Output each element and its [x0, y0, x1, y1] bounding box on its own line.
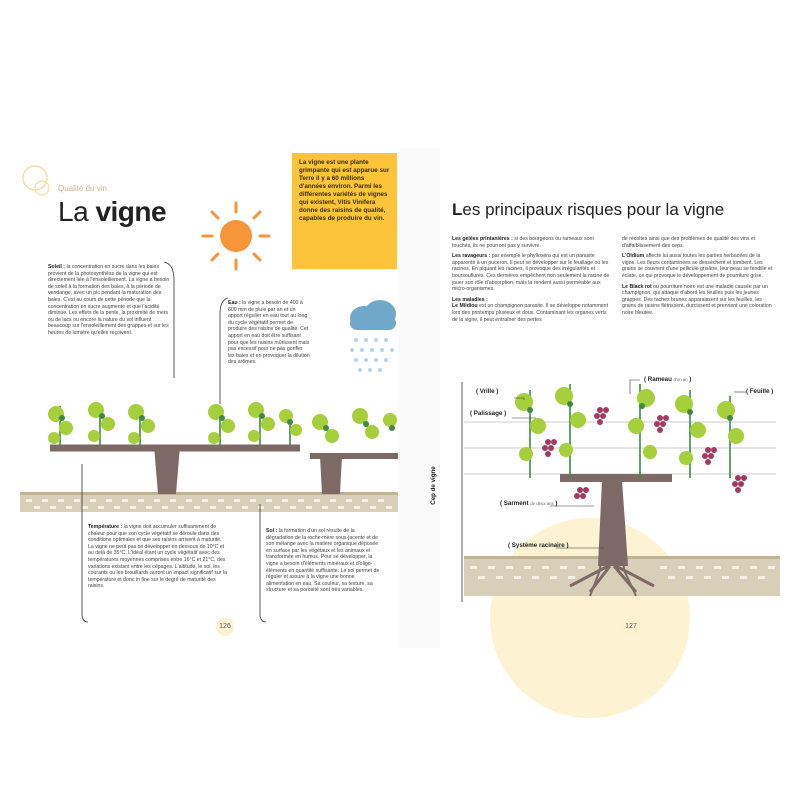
intro-box: La vigne est une plante grimpante qui est apparue sur Terre il y a 60 millions d'années environ. Parmi les différentes variétés de vignes qui existent, Vitis Vinifera donne des raisins de qualité, capables de produire du vin.: [292, 153, 397, 269]
title-rest: es principaux risques pour la vigne: [462, 200, 725, 219]
text-column-1: [452, 236, 612, 323]
temperature-title: Température :: [88, 524, 123, 530]
mildiou-continued: de récoltes ainsi que des problèmes de qualité des vins et d'affaiblissement des ceps.: [622, 236, 756, 249]
ravageurs-text: par exemple le phylloxéra qui est un parasite apparenté à un puceron. Il peut se développer sur le feuillage ou les racines. En piquant les racines, il provoque des irrégularités et boursouflures. Ces dernières empêchent non seulement la racine de jouer son rôle d'absorption, mais la rendent aussi perméable aux micro-organismes.: [452, 253, 610, 293]
label-cep-de-vigne: Cep de vigne: [429, 466, 437, 505]
label-palissage-text: Palissage: [473, 410, 503, 417]
label-feuille: ( Feuille ): [746, 388, 774, 395]
eau-title: Eau :: [228, 300, 241, 306]
book-spread: [20, 148, 780, 648]
gelees-paragraph: [452, 236, 612, 249]
label-systeme-racinaire: ( Système racinaire ): [508, 542, 569, 549]
label-feuille-text: Feuille: [749, 388, 770, 395]
mildiou-paragraph: [452, 303, 612, 323]
gutter: [399, 148, 440, 648]
sol-bracket: [254, 504, 268, 624]
blackrot-paragraph: [622, 284, 774, 317]
section-eyebrow: Qualité du vin: [58, 184, 107, 193]
ravageurs-title: Les ravageurs :: [452, 253, 491, 260]
left-page: [20, 148, 398, 648]
title-bold: vigne: [95, 196, 167, 227]
eau-text: la vigne a besoin de 400 à 600 mm de pluie par an et un apport régulier en eau tout au long du cycle végétatif permet de produire des raisins de qualité. Cet apport en eau doit être suffisant pour que les raisins mûrissent mais pas excessif pour ne pas gonfler les baies et en provoquer la dilution des arômes.: [228, 300, 310, 366]
sol-paragraph: [266, 528, 382, 594]
label-systeme-text: Système racinaire: [511, 542, 565, 549]
sol-text: la formation d'un sol résulte de la dégradation de la roche-mère sous-jacente et de son mélange avec la matière organique déposée en surface par les végétaux et les animaux et transformée en humus. Pour se développer, la vigne a besoin d'éléments minéraux et d'oligo-éléments en quantité suffisante. Le sol permet de réguler et assure à la vigne une bonne alimentation en eau. Sa couleur, sa texture, sa structure et sa porosité sont très variables.: [266, 528, 380, 594]
temperature-bracket: [76, 464, 90, 624]
ravageurs-paragraph: [452, 253, 612, 293]
gelees-text: si des bourgeons ou rameaux sont touchés, ils ne pourront pas y survivre.: [452, 236, 594, 249]
temperature-paragraph: [88, 524, 228, 590]
mildiou-name: Le Mildiou: [452, 303, 478, 310]
title-cap: L: [452, 200, 463, 219]
sol-title: Sol :: [266, 528, 278, 534]
label-rameau: ( Rameau d'un an ): [644, 376, 692, 383]
label-palissage: ( Palissage ): [470, 410, 507, 417]
label-rameau-text: Rameau: [647, 376, 672, 383]
oidium-name: L'Oïdium: [622, 253, 645, 260]
text-column-2: [622, 236, 774, 317]
title-prefix: La: [58, 196, 96, 227]
rain-cloud-icon: [342, 296, 402, 386]
vine-diagram: [440, 370, 780, 610]
soleil-bracket: [160, 260, 180, 380]
label-vrille-text: Vrille: [479, 388, 495, 395]
right-page-title: [452, 200, 724, 220]
mildiou-text: est un champignon parasite. Il se développe notamment lors des printemps pluvieux et doux. Contaminant les organes verts de la vigne, il peut entraîner des pertes: [452, 303, 609, 323]
blackrot-text: ou pourriture noire est une maladie causée par un champignon, qui attaque d'abord les feuilles puis les jeunes grappes. Des taches brunes apparaissent sur les feuilles, les grains de raisins flétrissent, durcissent et prennent une coloration noire bleutée.: [622, 283, 772, 316]
label-vrille: ( Vrille ): [476, 388, 499, 395]
maladies-title-text: Les maladies :: [452, 296, 488, 303]
eau-paragraph: [228, 300, 310, 366]
right-page: [429, 148, 780, 648]
soleil-text: la concentration en sucre dans les baies provient de la photosynthèse de la vigne qui est directement liée à l'ensoleillement. La vigne a besoin de soleil à la formation des baies, à la période de vendange, avec un pic pendant la maturation des baies. C'est au cours de cette période que la concentration en sucre augmente et que l'acidité diminue. Les effets de la pente, la proximité de mers ou de lacs ou encore la nature du sol influent beaucoup sur l'ensoleillement des grappes et sur les heures de lumière qu'elles reçoivent.: [48, 264, 170, 336]
sun-icon: [200, 200, 272, 272]
swirl-decoration: [20, 158, 60, 208]
page-number-left: 126: [216, 618, 234, 636]
label-rameau-sub: d'un an: [673, 377, 688, 382]
soleil-title: Soleil :: [48, 264, 66, 270]
temperature-text: la vigne doit accumuler suffisamment de chaleur pour que son cycle végétatif se déroule dans des conditions optimales et que ses raisins arrivent à maturité. La vigne ne peut pas se développer en dessous de 10°C et au delà de 35°C. L'idéal étant un cycle végétatif avec des températures moyennes comprises entre 16°C et 21°C, des variations existant entre les cépages. L'altitude, le sol, les courants ou les brouillards auront un impact significatif sur la température et donc in fine sur le degré de maturité des raisins.: [88, 524, 227, 590]
label-sarment-sub: de deux ans: [530, 501, 554, 506]
oidium-text: affecte lui aussi toutes les parties herbacées de la vigne. Les fleurs contaminées se dessèchent et tombent. Les grains se couvrent d'une pellicule grisâtre, leur peau se fendille et éclate, ce qui provoque le développement de pourriture grise.: [622, 253, 773, 279]
page-number-right: 127: [622, 618, 640, 636]
page-title: [58, 196, 166, 228]
label-sarment: ( Sarment de deux ans ): [500, 500, 558, 507]
oidium-paragraph: [622, 253, 774, 279]
maladies-title: [452, 297, 612, 304]
soleil-paragraph: [48, 264, 170, 337]
gelees-title: Les gelées printanières :: [452, 236, 513, 242]
blackrot-name: Le Black rot: [622, 283, 652, 290]
label-sarment-text: Sarment: [503, 500, 529, 507]
